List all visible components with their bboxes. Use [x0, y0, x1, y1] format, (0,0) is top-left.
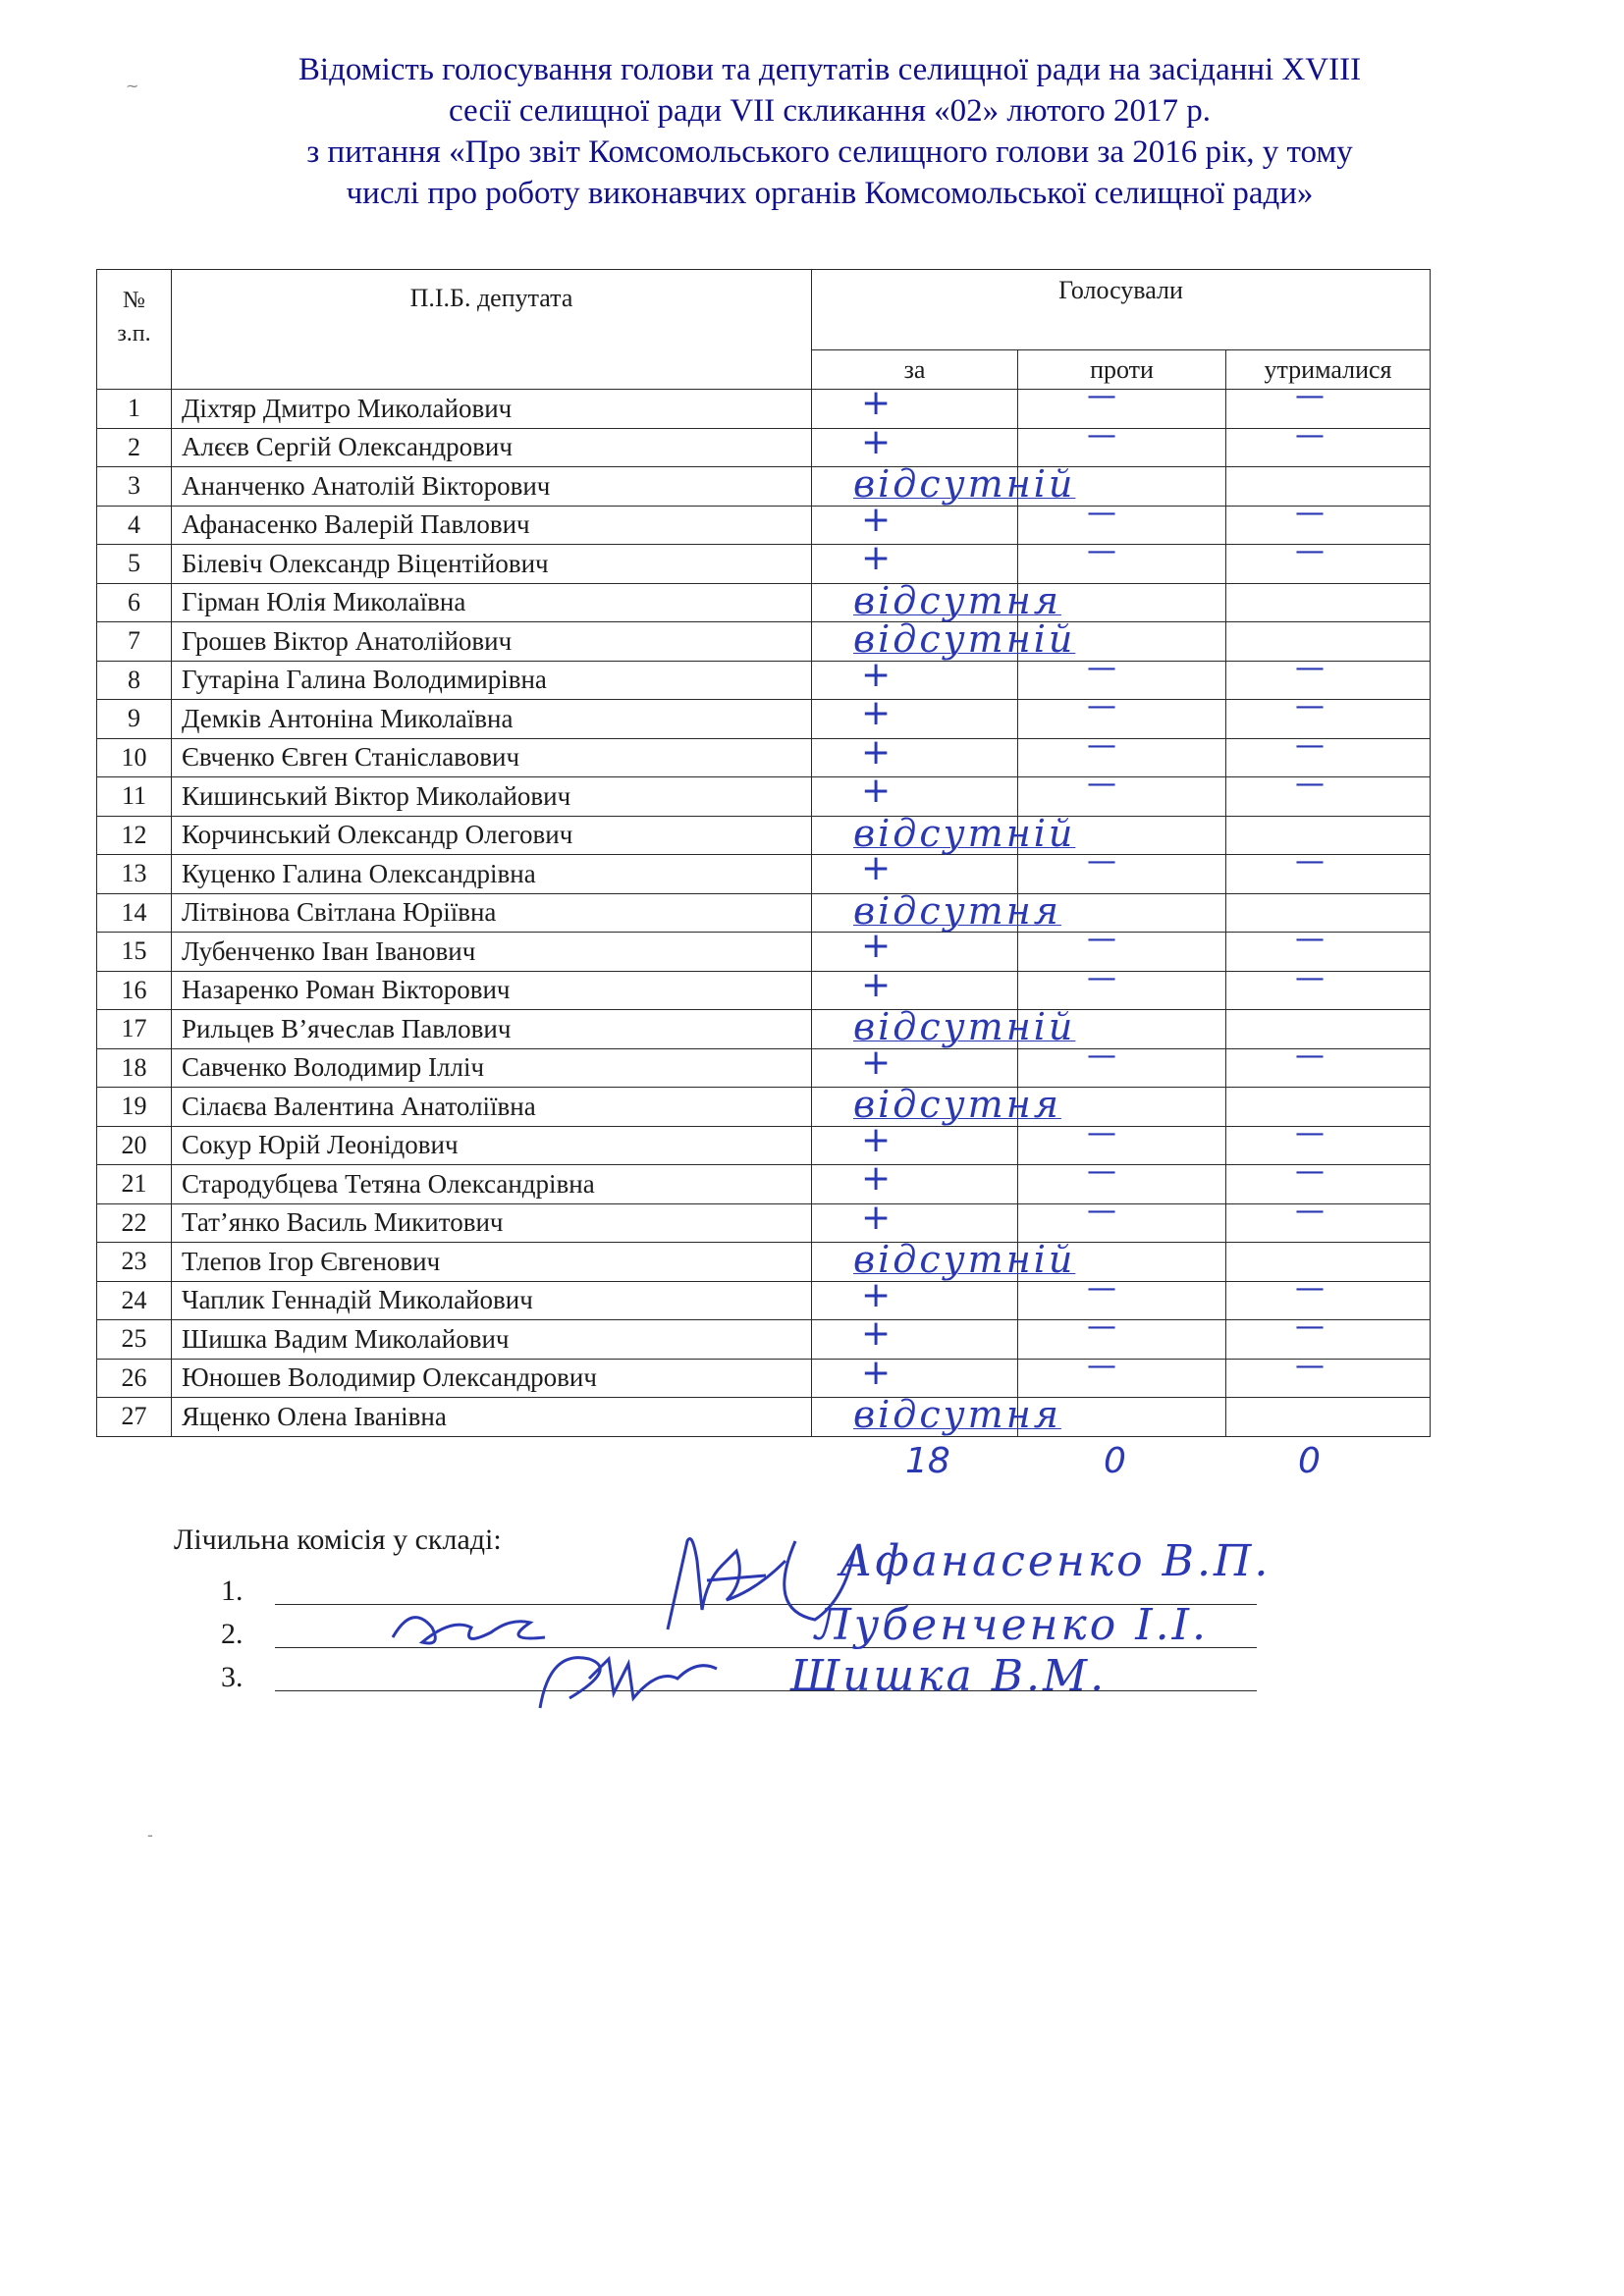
vote-cell-for — [812, 1083, 1061, 1127]
plus-mark: + — [861, 499, 892, 540]
deputy-name: Тат’янко Василь Микитович — [172, 1203, 812, 1243]
deputy-name: Кишинський Віктор Миколайович — [172, 777, 812, 817]
signature-line-1 — [221, 1575, 275, 1608]
vote-cell-against — [1018, 650, 1226, 700]
vote-cell-abstain — [1226, 1038, 1431, 1088]
row-number: 19 — [97, 1088, 172, 1127]
dash-mark: — — [1295, 1193, 1323, 1228]
deputy-name: Шишка Вадим Миколайович — [172, 1320, 812, 1360]
vote-cell-for — [812, 1119, 1018, 1165]
vote-cell-for — [812, 654, 1018, 700]
header-voted: Голосували — [812, 270, 1431, 350]
vote-cell-for — [812, 1158, 1018, 1204]
row-number: 27 — [97, 1398, 172, 1437]
table-row — [97, 777, 1431, 817]
vote-cell-abstain — [1226, 1243, 1431, 1282]
dash-mark: — — [1295, 689, 1323, 723]
vote-cell-abstain — [1226, 689, 1431, 739]
vote-cell-against — [1018, 583, 1226, 622]
vote-cell-against — [1018, 379, 1226, 429]
table-row — [97, 738, 1431, 777]
vote-cell-abstain — [1226, 495, 1431, 545]
commission-label: Лічильна комісія у складі: — [174, 1523, 502, 1556]
plus-mark: + — [861, 1119, 892, 1160]
vote-cell-abstain — [1226, 767, 1431, 817]
vote-cell-abstain — [1226, 650, 1431, 700]
table-row — [97, 622, 1431, 662]
plus-mark: + — [861, 421, 892, 462]
vote-cell-against — [1018, 922, 1226, 972]
deputy-name: Сілаєва Валентина Анатоліївна — [172, 1088, 812, 1127]
table-row — [97, 700, 1431, 739]
document-title — [98, 49, 1561, 214]
row-number: 7 — [97, 622, 172, 662]
dash-mark: — — [1295, 960, 1323, 995]
vote-cell-against — [1018, 816, 1226, 855]
deputy-name: Гірман Юлія Миколаївна — [172, 583, 812, 622]
header-against: проти — [1018, 350, 1226, 390]
dash-mark: — — [1295, 727, 1323, 763]
vote-cell-for — [812, 462, 1076, 507]
dash-mark: — — [1087, 534, 1114, 568]
vote-cell-against — [1018, 1088, 1226, 1127]
row-number: 2 — [97, 428, 172, 467]
plus-mark: + — [861, 1274, 892, 1315]
table-row — [97, 1320, 1431, 1360]
table-row — [97, 1126, 1431, 1165]
row-number: 9 — [97, 700, 172, 739]
absent-mark: відсутній — [853, 811, 1076, 855]
dash-mark: — — [1087, 689, 1114, 723]
vote-cell-abstain — [1226, 467, 1431, 507]
plus-mark: + — [861, 1197, 892, 1238]
row-number: 3 — [97, 467, 172, 507]
absent-mark: відсутній — [853, 462, 1076, 506]
table-row — [97, 1048, 1431, 1088]
vote-cell-against — [1018, 1398, 1226, 1437]
deputy-name: Ананченко Анатолій Вікторович — [172, 467, 812, 507]
vote-cell-for — [812, 926, 1018, 972]
deputy-name: Літвінова Світлана Юріївна — [172, 893, 812, 933]
vote-cell-abstain — [1226, 1010, 1431, 1049]
vote-cell-for — [812, 499, 1018, 545]
table-row — [97, 933, 1431, 972]
deputy-name: Юношев Володимир Олександрович — [172, 1359, 812, 1398]
vote-cell-against — [1018, 495, 1226, 545]
signature-scribble-3 — [530, 1639, 727, 1718]
dash-mark: — — [1087, 1309, 1114, 1344]
scan-mark: ~ — [126, 77, 139, 95]
table-row — [97, 1281, 1431, 1320]
plus-mark: + — [861, 693, 892, 733]
plus-mark: + — [861, 1158, 892, 1199]
vote-cell-for — [812, 383, 1018, 429]
deputy-name: Гутаріна Галина Володимирівна — [172, 661, 812, 700]
dash-mark: — — [1087, 844, 1114, 879]
header-abstained: утрималися — [1226, 350, 1431, 390]
deputy-name: Чаплик Геннадій Миколайович — [172, 1281, 812, 1320]
absent-mark: відсутній — [853, 617, 1076, 661]
vote-cell-against — [1018, 1270, 1226, 1320]
vote-cell-for — [812, 1313, 1018, 1360]
table-row — [97, 1165, 1431, 1204]
vote-cell-abstain — [1226, 1309, 1431, 1360]
dash-mark: — — [1087, 1193, 1114, 1228]
vote-cell-for — [812, 1393, 1061, 1437]
vote-cell-against — [1018, 1115, 1226, 1165]
dash-mark: — — [1295, 1115, 1323, 1150]
plus-mark: + — [861, 654, 892, 695]
vote-cell-for — [812, 1352, 1018, 1398]
row-number: 12 — [97, 816, 172, 855]
deputy-name: Стародубцева Тетяна Олександрівна — [172, 1165, 812, 1204]
row-number: 14 — [97, 893, 172, 933]
table-row — [97, 467, 1431, 507]
vote-cell-for — [812, 1274, 1018, 1320]
vote-cell-for — [812, 964, 1018, 1010]
dash-mark: — — [1295, 650, 1323, 685]
vote-cell-against — [1018, 767, 1226, 817]
deputy-name: Рильцев В’ячеслав Павлович — [172, 1010, 812, 1049]
dash-mark: — — [1295, 379, 1323, 413]
deputy-name: Євченко Євген Станіславович — [172, 738, 812, 777]
dash-mark: — — [1295, 495, 1323, 530]
vote-cell-abstain — [1226, 622, 1431, 662]
row-number: 18 — [97, 1048, 172, 1088]
deputy-name: Демків Антоніна Миколаївна — [172, 700, 812, 739]
vote-cell-for — [812, 693, 1018, 739]
vote-cell-against — [1018, 1038, 1226, 1088]
dash-mark: — — [1295, 1309, 1323, 1344]
signature-line-2 — [221, 1618, 275, 1651]
dash-mark: — — [1087, 1270, 1114, 1306]
vote-cell-against — [1018, 960, 1226, 1010]
line-number: 1. — [221, 1575, 244, 1607]
vote-cell-for — [812, 848, 1018, 894]
header-num-abbr: з.п. — [117, 321, 151, 347]
deputy-name: Корчинський Олександр Олегович — [172, 816, 812, 855]
scan-mark: - — [147, 1826, 153, 1844]
vote-cell-against — [1018, 689, 1226, 739]
dash-mark: — — [1295, 1154, 1323, 1189]
vote-cell-abstain — [1226, 583, 1431, 622]
table-row — [97, 506, 1431, 545]
row-number: 1 — [97, 390, 172, 429]
absent-mark: відсутній — [853, 1005, 1076, 1048]
dash-mark: — — [1087, 767, 1114, 801]
table-row — [97, 1243, 1431, 1282]
dash-mark: — — [1295, 767, 1323, 801]
vote-cell-for — [812, 538, 1018, 584]
deputy-name: Савченко Володимир Ілліч — [172, 1048, 812, 1088]
row-number: 8 — [97, 661, 172, 700]
vote-cell-for — [812, 731, 1018, 777]
vote-cell-for — [812, 1041, 1018, 1088]
deputy-name: Лубенченко Іван Іванович — [172, 933, 812, 972]
vote-cell-abstain — [1226, 844, 1431, 894]
row-number: 20 — [97, 1126, 172, 1165]
vote-cell-abstain — [1226, 922, 1431, 972]
dash-mark: — — [1087, 1348, 1114, 1383]
deputy-name: Алєєв Сергій Олександрович — [172, 428, 812, 467]
voting-table — [96, 269, 1431, 1437]
vote-cell-for — [812, 1238, 1076, 1282]
table-row — [97, 583, 1431, 622]
absent-mark: відсутня — [853, 888, 1061, 933]
dash-mark: — — [1295, 922, 1323, 956]
vote-totals — [0, 1441, 1624, 1490]
member-name-2: Лубенченко І.І. — [815, 1600, 1209, 1650]
row-number: 6 — [97, 583, 172, 622]
vote-cell-abstain — [1226, 379, 1431, 429]
deputy-name: Куценко Галина Олександрівна — [172, 855, 812, 894]
dash-mark: — — [1295, 844, 1323, 879]
deputy-name: Сокур Юрій Леонідович — [172, 1126, 812, 1165]
table-row — [97, 1359, 1431, 1398]
plus-mark: + — [861, 771, 892, 811]
vote-cell-for — [812, 617, 1076, 662]
plus-mark: + — [861, 964, 892, 1005]
table-row — [97, 893, 1431, 933]
row-number: 15 — [97, 933, 172, 972]
vote-cell-against — [1018, 893, 1226, 933]
vote-cell-against — [1018, 1309, 1226, 1360]
dash-mark: — — [1087, 495, 1114, 530]
absent-mark: відсутня — [853, 1083, 1061, 1126]
plus-mark: + — [861, 383, 892, 423]
deputy-name: Ященко Олена Іванівна — [172, 1398, 812, 1437]
total-against: 0 — [1104, 1441, 1126, 1481]
dash-mark: — — [1295, 534, 1323, 568]
dash-mark: — — [1087, 379, 1114, 413]
dash-mark: — — [1087, 417, 1114, 453]
table-row — [97, 428, 1431, 467]
vote-cell-against — [1018, 1348, 1226, 1398]
table-row — [97, 1203, 1431, 1243]
dash-mark: — — [1087, 1154, 1114, 1189]
vote-cell-against — [1018, 1193, 1226, 1243]
table-row — [97, 855, 1431, 894]
deputy-name: Діхтяр Дмитро Миколайович — [172, 390, 812, 429]
vote-cell-against — [1018, 417, 1226, 467]
total-for: 18 — [905, 1441, 950, 1481]
vote-cell-abstain — [1226, 816, 1431, 855]
row-number: 22 — [97, 1203, 172, 1243]
dash-mark: — — [1295, 1348, 1323, 1383]
dash-mark: — — [1295, 417, 1323, 453]
signature-line-3 — [221, 1661, 275, 1694]
row-number: 26 — [97, 1359, 172, 1398]
vote-cell-for — [812, 1005, 1076, 1049]
dash-mark: — — [1295, 1270, 1323, 1306]
table-row — [97, 1398, 1431, 1437]
vote-cell-abstain — [1226, 727, 1431, 777]
row-number: 11 — [97, 777, 172, 817]
plus-mark: + — [861, 848, 892, 888]
plus-mark: + — [861, 1352, 892, 1393]
vote-cell-against — [1018, 1010, 1226, 1049]
title-line-3: з питання «Про звіт Комсомольського селищного голови за 2016 рік, у тому — [306, 134, 1353, 170]
vote-cell-for — [812, 1197, 1018, 1243]
title-line-2: сесії селищної ради VII скликання «02» лютого 2017 р. — [448, 93, 1212, 129]
row-number: 25 — [97, 1320, 172, 1360]
row-number: 16 — [97, 971, 172, 1010]
dash-mark: — — [1087, 1038, 1114, 1073]
vote-cell-for — [812, 888, 1061, 933]
table-row — [97, 1088, 1431, 1127]
line-number: 3. — [221, 1661, 244, 1693]
deputy-name: Афанасенко Валерій Павлович — [172, 506, 812, 545]
plus-mark: + — [861, 1313, 892, 1354]
vote-cell-against — [1018, 844, 1226, 894]
vote-cell-abstain — [1226, 1270, 1431, 1320]
table-row — [97, 816, 1431, 855]
line-number: 2. — [221, 1618, 244, 1650]
plus-mark: + — [861, 926, 892, 966]
plus-mark: + — [861, 1041, 892, 1083]
vote-cell-against — [1018, 534, 1226, 584]
table-row — [97, 390, 1431, 429]
row-number: 21 — [97, 1165, 172, 1204]
dash-mark: — — [1295, 1038, 1323, 1073]
title-line-1: Відомість голосування голови та депутатів селищної ради на засіданні XVIII — [298, 52, 1362, 87]
vote-cell-for — [812, 811, 1076, 855]
deputy-name: Тлепов Ігор Євгенович — [172, 1243, 812, 1282]
vote-cell-abstain — [1226, 1193, 1431, 1243]
header-num-sign: № — [123, 288, 145, 313]
table-row — [97, 1010, 1431, 1049]
absent-mark: відсутній — [853, 1238, 1076, 1281]
vote-cell-abstain — [1226, 893, 1431, 933]
vote-cell-for — [812, 578, 1061, 622]
dash-mark: — — [1087, 727, 1114, 763]
row-number: 5 — [97, 545, 172, 584]
vote-cell-against — [1018, 622, 1226, 662]
vote-cell-abstain — [1226, 417, 1431, 467]
vote-cell-for — [812, 421, 1018, 467]
vote-cell-abstain — [1226, 960, 1431, 1010]
member-name-3: Шишка В.М. — [790, 1651, 1108, 1701]
row-number: 24 — [97, 1281, 172, 1320]
deputy-name: Білевіч Олександр Віцентійович — [172, 545, 812, 584]
vote-cell-against — [1018, 467, 1226, 507]
header-number — [97, 270, 172, 390]
dash-mark: — — [1087, 960, 1114, 995]
vote-cell-abstain — [1226, 1088, 1431, 1127]
header-name: П.І.Б. депутата — [172, 270, 812, 390]
header-for: за — [812, 350, 1018, 390]
deputy-name: Назаренко Роман Вікторович — [172, 971, 812, 1010]
total-abstained: 0 — [1298, 1441, 1321, 1481]
vote-cell-for — [812, 771, 1018, 817]
row-number: 10 — [97, 738, 172, 777]
row-number: 17 — [97, 1010, 172, 1049]
row-number: 13 — [97, 855, 172, 894]
vote-cell-abstain — [1226, 1115, 1431, 1165]
vote-cell-against — [1018, 1243, 1226, 1282]
signature-scribble-1 — [648, 1522, 874, 1649]
dash-mark: — — [1087, 650, 1114, 685]
row-number: 4 — [97, 506, 172, 545]
table-row — [97, 545, 1431, 584]
plus-mark: + — [861, 538, 892, 578]
vote-cell-abstain — [1226, 1398, 1431, 1437]
absent-mark: відсутня — [853, 578, 1061, 622]
title-line-4: числі про роботу виконавчих органів Комсомольської селищної ради» — [346, 176, 1314, 211]
vote-cell-abstain — [1226, 1348, 1431, 1398]
row-number: 23 — [97, 1243, 172, 1282]
plus-mark: + — [861, 731, 892, 773]
deputy-name: Грошев Віктор Анатолійович — [172, 622, 812, 662]
dash-mark: — — [1087, 922, 1114, 956]
vote-cell-against — [1018, 727, 1226, 777]
table-row — [97, 661, 1431, 700]
vote-cell-abstain — [1226, 1154, 1431, 1204]
absent-mark: відсутня — [853, 1393, 1061, 1436]
table-row — [97, 971, 1431, 1010]
vote-cell-abstain — [1226, 534, 1431, 584]
member-name-1: Афанасенко В.П. — [839, 1536, 1272, 1586]
vote-cell-against — [1018, 1154, 1226, 1204]
dash-mark: — — [1087, 1115, 1114, 1150]
